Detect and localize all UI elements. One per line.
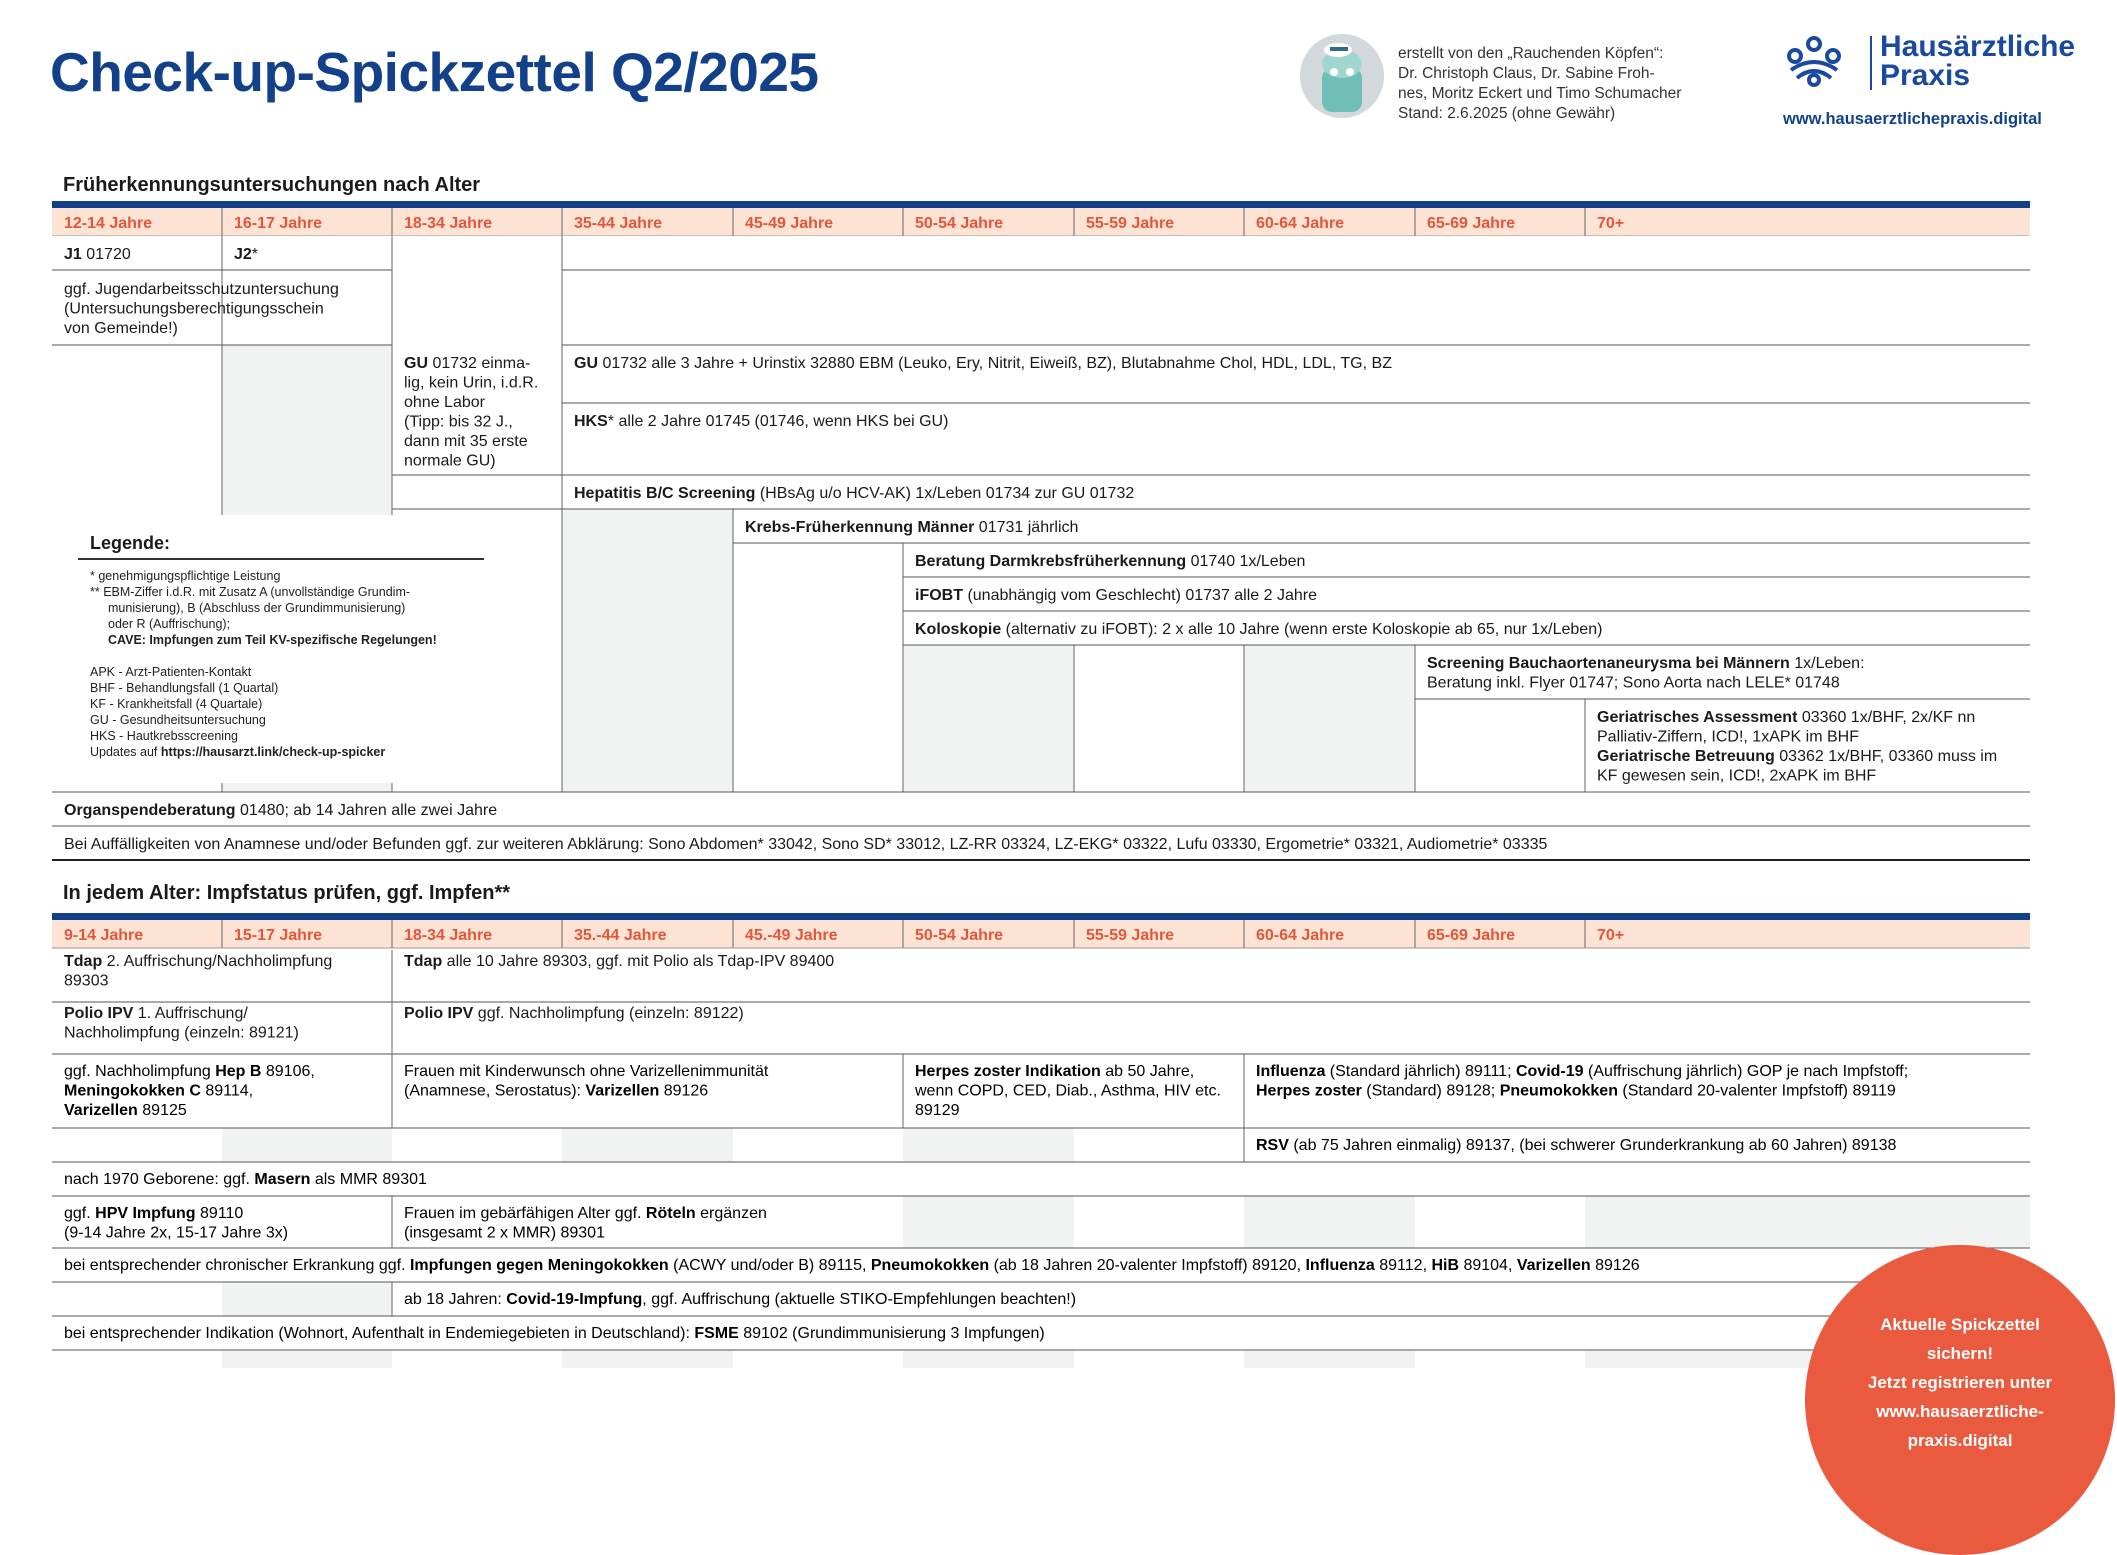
aorta-cell: Beratung inkl. Flyer 01747; Sono Aorta nach LELE* 01748 (1427, 674, 1840, 692)
legend-double-star: ** EBM-Ziffer i.d.R. mit Zusatz A (unvollständige Grundim- (90, 585, 411, 599)
promo-text[interactable] (1820, 1310, 2100, 1455)
tdap-young-cell: 89303 (64, 972, 109, 990)
herpes-zoster-50-cell: Herpes zoster Indikation ab 50 Jahre, (915, 1063, 1195, 1080)
rsv-cell: RSV (ab 75 Jahren einmalig) 89137, (bei schwerer Grunderkrankung ab 60 Jahren) 89138 (1256, 1137, 1897, 1154)
legend-bhf: BHF - Behandlungsfall (1 Quartal) (90, 681, 279, 695)
aorta-cell: Screening Bauchaortenaneurysma bei Männern 1x/Leben: (1427, 655, 1865, 672)
age-header-row (52, 208, 2030, 236)
age-header-label: 45.-49 Jahre (745, 927, 838, 944)
hpv-cell: ggf. HPV Impfung 89110 (64, 1205, 244, 1222)
section1-title: Früherkennungsuntersuchungen nach Alter (63, 174, 481, 196)
age-header-label: 16-17 Jahre (234, 215, 323, 232)
influenza-cell: Influenza (Standard jährlich) 89111; Covid-19 (Auffrischung jährlich) GOP je nach Impfstoff; (1256, 1063, 1909, 1080)
geri-cell: Palliativ-Ziffern, ICD!, 1xAPK im BHF (1597, 728, 1859, 746)
darm-cell: Beratung Darmkrebsfrüherkennung 01740 1x/Leben (915, 553, 1306, 570)
tdap-young-cell: Tdap 2. Auffrischung/Nachholimpfung (64, 953, 333, 970)
legend-updates-prefix: Updates auf (90, 745, 161, 759)
credit-line: Stand: 2.6.2025 (ohne Gewähr) (1398, 105, 1616, 122)
gu-cell: GU 01732 alle 3 Jahre + Urinstix 32880 EBM (Leuko, Ery, Nitrit, Eiweiß, BZ), Blutabnahme Chol, HDL, LDL, TG, BZ (574, 355, 1392, 372)
gu-young-cell: normale GU) (404, 452, 496, 470)
roeteln-cell: (insgesamt 2 x MMR) 89301 (404, 1224, 605, 1242)
page-title: Check-up-Spickzettel Q2/2025 (50, 41, 819, 103)
age-header-label: 12-14 Jahre (64, 215, 153, 232)
j1-cell: J1 01720 (64, 246, 131, 263)
influenza-cell: Herpes zoster (Standard) 89128; Pneumokokken (Standard 20-valenter Impfstoff) 89119 (1256, 1082, 1896, 1100)
krebs-cell: Krebs-Früherkennung Männer 01731 jährlich (745, 519, 1079, 536)
credit-line: nes, Moritz Eckert und Timo Schumacher (1398, 85, 1682, 102)
covid-cell: ab 18 Jahren: Covid-19-Impfung, ggf. Auffrischung (aktuelle STIKO-Empfehlungen beachten!) (404, 1291, 1077, 1308)
geri-cell: Geriatrische Betreuung 03362 1x/BHF, 03360 muss im (1597, 748, 1998, 765)
gu-young-cell: dann mit 35 erste (404, 433, 528, 450)
jugend-cell: ggf. Jugendarbeitsschutzuntersuchung (64, 281, 339, 298)
frauen-varizellen-cell: Frauen mit Kinderwunsch ohne Varizellenimmunität (404, 1063, 769, 1080)
roeteln-cell: Frauen im gebärfähigen Alter ggf. Röteln ergänzen (404, 1205, 767, 1222)
geri-cell: Geriatrisches Assessment 03360 1x/BHF, 2x/KF nn (1597, 709, 1976, 726)
age-header-row (52, 920, 2030, 948)
hepb-cell: Varizellen 89125 (64, 1102, 187, 1119)
age-header-label: 18-34 Jahre (404, 215, 493, 232)
tdap-cell: Tdap alle 10 Jahre 89303, ggf. mit Polio als Tdap-IPV 89400 (404, 953, 835, 970)
age-header-label: 70+ (1597, 927, 1625, 944)
chronisch-cell: bei entsprechender chronischer Erkrankung ggf. Impfungen gegen Meningokokken (ACWY und/oder B) 89115, Pneumokokken (ab 18 Jahren 20-valenter Impfstoff) 89120, Influenza 89112, HiB 89104, Varizellen 89126 (64, 1257, 1640, 1274)
age-header-label: 70+ (1597, 215, 1625, 232)
herpes-zoster-50-cell: wenn COPD, CED, Diab., Asthma, HIV etc. (915, 1082, 1221, 1100)
age-header-label: 55-59 Jahre (1086, 927, 1175, 944)
age-header-label: 35-44 Jahre (574, 215, 663, 232)
legend-body (90, 568, 510, 760)
herpes-zoster-50-cell: 89129 (915, 1102, 960, 1119)
age-header-label: 60-64 Jahre (1256, 927, 1345, 944)
gu-young-cell: ohne Labor (404, 394, 485, 411)
age-header-label: 45-49 Jahre (745, 215, 834, 232)
jugend-cell: (Untersuchungsberechtigungsschein (64, 300, 324, 318)
legend-apk: APK - Arzt-Patienten-Kontakt (90, 665, 252, 679)
brand-name-line: Hausärztliche (1880, 30, 2076, 63)
legend-kf: KF - Krankheitsfall (4 Quartale) (90, 697, 263, 711)
frauen-varizellen-cell: (Anamnese, Serostatus): Varizellen 89126 (404, 1082, 709, 1100)
age-header-label: 35.-44 Jahre (574, 927, 667, 944)
polio-cell: Polio IPV ggf. Nachholimpfung (einzeln: 89122) (404, 1005, 744, 1022)
legend-updates (90, 744, 510, 760)
age-header-label: 15-17 Jahre (234, 927, 323, 944)
promo-line: Aktuelle Spickzettel (1880, 1315, 2040, 1334)
legend-double-star-cont: oder R (Auffrischung); (108, 617, 231, 631)
kolo-cell: Koloskopie (alternativ zu iFOBT): 2 x alle 10 Jahre (wenn erste Koloskopie ab 65, nur 1x/Leben) (915, 621, 1603, 638)
age-header-label: 65-69 Jahre (1427, 215, 1516, 232)
age-header-label: 50-54 Jahre (915, 215, 1004, 232)
section-top-bar (52, 201, 2030, 208)
hepatitis-cell: Hepatitis B/C Screening (HBsAg u/o HCV-AK) 1x/Leben 01734 zur GU 01732 (574, 485, 1135, 502)
hpv-cell: (9-14 Jahre 2x, 15-17 Jahre 3x) (64, 1224, 289, 1242)
auffaelligkeiten-cell: Bei Auffälligkeiten von Anamnese und/oder Befunden ggf. zur weiteren Abklärung: Sono Abdomen* 33042, Sono SD* 33012, LZ-RR 03324, LZ-EKG* 03322, Lufu 03330, Ergometrie* 03321, Audiometrie* 03335 (64, 836, 1548, 853)
gu-young-cell: lig, kein Urin, i.d.R. (404, 374, 539, 392)
legend-star: * genehmigungspflichtige Leistung (90, 569, 281, 583)
legend-double-star-cont: munisierung), B (Abschluss der Grundimmunisierung) (108, 601, 406, 615)
legend-rule (78, 558, 484, 560)
ifobt-cell: iFOBT (unabhängig vom Geschlecht) 01737 alle 2 Jahre (915, 587, 1317, 604)
age-header-label: 9-14 Jahre (64, 927, 144, 944)
age-header-label: 65-69 Jahre (1427, 927, 1516, 944)
legend-title: Legende: (90, 533, 171, 553)
gu-young-cell: (Tipp: bis 32 J., (404, 413, 513, 431)
polio-young-cell: Nachholimpfung (einzeln: 89121) (64, 1024, 299, 1042)
brand-url-link[interactable]: www.hausaerztlichepraxis.digital (1783, 110, 2042, 128)
legend-cave: CAVE: Impfungen zum Teil KV-spezifische Regelungen! (108, 633, 437, 647)
credit-line: erstellt von den „Rauchenden Köpfen“: (1398, 45, 1664, 62)
gu-young-cell: GU 01732 einma- (404, 355, 531, 372)
hks-cell: HKS* alle 2 Jahre 01745 (01746, wenn HKS bei GU) (574, 413, 949, 430)
hepb-cell: ggf. Nachholimpfung Hep B 89106, (64, 1063, 315, 1080)
organ-cell: Organspendeberatung 01480; ab 14 Jahren alle zwei Jahre (64, 802, 498, 819)
jugend-cell: von Gemeinde!) (64, 320, 178, 337)
age-header-label: 18-34 Jahre (404, 927, 493, 944)
section2-title: In jedem Alter: Impfstatus prüfen, ggf. Impfen** (63, 882, 511, 904)
age-header-label: 50-54 Jahre (915, 927, 1004, 944)
j2-cell: J2* (234, 246, 259, 263)
age-header-label: 60-64 Jahre (1256, 215, 1345, 232)
masern-cell: nach 1970 Geborene: ggf. Masern als MMR 89301 (64, 1171, 427, 1188)
polio-young-cell: Polio IPV 1. Auffrischung/ (64, 1005, 248, 1022)
legend-gu: GU - Gesundheitsuntersuchung (90, 713, 266, 727)
cell-bg (562, 236, 2030, 345)
fsme-cell: bei entsprechender Indikation (Wohnort, Aufenthalt in Endemiegebieten in Deutschland): FSME 89102 (Grundimmunisierung 3 Impfungen) (64, 1325, 1045, 1342)
section-top-bar (52, 913, 2030, 920)
hepb-cell: Meningokokken C 89114, (64, 1082, 254, 1100)
promo-line: Jetzt registrieren unter (1867, 1373, 2053, 1392)
promo-line: www.hausaerztliche- (1876, 1402, 2044, 1421)
promo-line: sichern! (1926, 1344, 1994, 1363)
legend-hks: HKS - Hautkrebsscreening (90, 729, 238, 743)
geri-cell: KF gewesen sein, ICD!, 2xAPK im BHF (1597, 767, 1877, 785)
credit-line: Dr. Christoph Claus, Dr. Sabine Froh- (1398, 65, 1655, 82)
brand-name-line: Praxis (1880, 59, 1971, 92)
age-header-label: 55-59 Jahre (1086, 215, 1175, 232)
promo-line: praxis.digital (1907, 1431, 2013, 1450)
legend-updates-link[interactable]: https://hausarzt.link/check-up-spicker (160, 745, 386, 759)
